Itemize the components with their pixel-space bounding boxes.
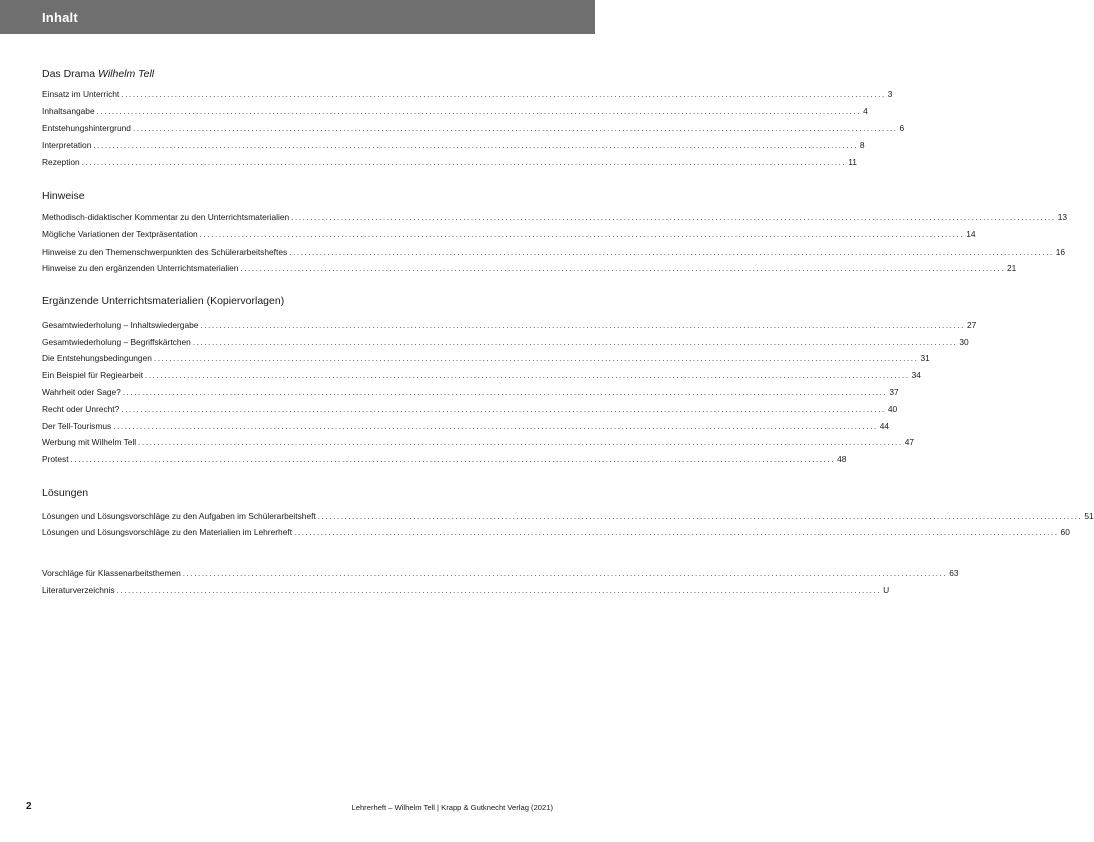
toc-entry-page: U (883, 585, 890, 595)
dot-leader: ........................................................................................................................................................................................................ (199, 230, 965, 239)
dot-leader: ........................................................................................................................................................................................................ (317, 512, 1083, 521)
toc-entry-page: 16 (1055, 247, 1066, 257)
toc-entry[interactable] (42, 156, 857, 168)
toc-entry-page: 3 (887, 89, 893, 99)
toc-entry-page: 51 (1084, 511, 1094, 521)
toc-entry-page: 11 (848, 157, 857, 167)
dot-leader: ........................................................................................................................................................................................................ (121, 405, 886, 414)
toc-entry-label: Werbung mit Wilhelm Tell (42, 437, 137, 447)
toc-entry-label: Hinweise zu den ergänzenden Unterrichtsmaterialien (42, 263, 239, 273)
toc-entry-page: 4 (863, 106, 868, 116)
toc-entry-label: Lösungen und Lösungsvorschläge zu den Aufgaben im Schülerarbeitsheft (42, 511, 316, 521)
header-bar (0, 0, 595, 34)
page-title: Inhalt (42, 10, 78, 25)
toc-entry-label: Inhaltsangabe (42, 106, 95, 116)
toc-entry[interactable] (42, 369, 921, 381)
toc-entry[interactable] (42, 211, 1068, 223)
toc-entry-label: Literaturverzeichnis (42, 585, 115, 595)
toc-entry[interactable] (42, 336, 969, 348)
toc-entry[interactable] (42, 453, 847, 465)
toc-entry-label: Rezeption (42, 157, 80, 167)
footer-reference: Lehrerheft – Wilhelm Tell | Krapp & Gutknecht Verlag (2021) (351, 803, 553, 812)
toc-entry-label: Recht oder Unrecht? (42, 404, 120, 414)
toc-entry[interactable] (42, 246, 1066, 258)
page-number: 2 (26, 801, 32, 812)
dot-leader: ........................................................................................................................................................................................................ (96, 107, 862, 116)
dot-leader: ........................................................................................................................................................................................................ (294, 528, 1059, 537)
toc-entry-label: Mögliche Variationen der Textpräsentation (42, 229, 198, 239)
toc-entry-page: 34 (911, 370, 921, 380)
toc-entry[interactable] (42, 526, 1070, 538)
dot-leader: ........................................................................................................................................................................................................ (200, 321, 965, 330)
toc-entry[interactable] (42, 436, 915, 448)
toc-entry-page: 6 (899, 123, 905, 133)
toc-entry[interactable] (42, 105, 868, 117)
dot-leader: ........................................................................................................................................................................................................ (192, 338, 958, 347)
dot-leader: ........................................................................................................................................................................................................ (145, 371, 910, 380)
toc-entry-page: 37 (889, 387, 899, 397)
toc-entry[interactable] (42, 420, 890, 432)
dot-leader: ........................................................................................................................................................................................................ (291, 213, 1056, 222)
toc-entry[interactable] (42, 403, 898, 415)
toc-entry[interactable] (42, 510, 1094, 522)
toc-entry-label: Methodisch-didaktischer Kommentar zu den Unterrichtsmaterialien (42, 212, 290, 222)
dot-leader: ........................................................................................................................................................................................................ (182, 569, 948, 578)
dot-leader: ........................................................................................................................................................................................................ (240, 264, 1005, 273)
toc-entry-page: 27 (966, 320, 977, 330)
section-title-loesungen: Lösungen (42, 487, 89, 499)
dot-leader: ........................................................................................................................................................................................................ (81, 158, 847, 167)
toc-entry-label: Vorschläge für Klassenarbeitsthemen (42, 568, 181, 578)
toc-entry-page: 60 (1060, 527, 1070, 537)
toc-entry-label: Gesamtwiederholung – Inhaltswiedergabe (42, 320, 199, 330)
toc-entry-page: 30 (959, 337, 969, 347)
toc-entry-label: Protest (42, 454, 69, 464)
toc-entry-page: 40 (887, 404, 898, 414)
toc-entry-page: 31 (920, 353, 930, 363)
toc-entry[interactable] (42, 262, 1017, 274)
toc-entry-page: 8 (859, 140, 865, 150)
section-title-materialien: Ergänzende Unterrichtsmaterialien (Kopiervorlagen) (42, 295, 285, 307)
dot-leader: ........................................................................................................................................................................................................ (138, 438, 903, 447)
toc-entry-label: Die Entstehungsbedingungen (42, 353, 152, 363)
toc-entry-page: 63 (949, 568, 959, 578)
dot-leader: ........................................................................................................................................................................................................ (93, 141, 858, 150)
toc-entry-label: Hinweise zu den Themenschwerpunkten des Schülerarbeitsheftes (42, 247, 288, 257)
toc-entry-page: 21 (1006, 263, 1017, 273)
dot-leader: ........................................................................................................................................................................................................ (116, 586, 882, 595)
toc-entry[interactable] (42, 567, 959, 579)
toc-entry[interactable] (42, 584, 890, 596)
toc-entry[interactable] (42, 319, 977, 331)
toc-entry-label: Wahrheit oder Sage? (42, 387, 121, 397)
toc-entry[interactable] (42, 122, 905, 134)
toc-entry-label: Der Tell-Tourismus (42, 421, 112, 431)
toc-entry-page: 47 (904, 437, 915, 447)
section-title-hinweise: Hinweise (42, 190, 85, 202)
section-title-drama: Das Drama Wilhelm Tell (42, 68, 155, 80)
toc-entry-page: 13 (1057, 212, 1068, 222)
toc-entry-label: Ein Beispiel für Regiearbeit (42, 370, 144, 380)
toc-entry-label: Gesamtwiederholung – Begriffskärtchen (42, 337, 191, 347)
toc-entry-label: Einsatz im Unterricht (42, 89, 120, 99)
dot-leader: ........................................................................................................................................................................................................ (289, 248, 1054, 257)
dot-leader: ........................................................................................................................................................................................................ (153, 354, 919, 363)
dot-leader: ........................................................................................................................................................................................................ (113, 422, 878, 431)
toc-entry-page: 14 (966, 229, 976, 239)
dot-leader: ........................................................................................................................................................................................................ (70, 455, 836, 464)
dot-leader: ........................................................................................................................................................................................................ (132, 124, 898, 133)
toc-entry-page: 44 (879, 421, 890, 431)
dot-leader: ........................................................................................................................................................................................................ (121, 90, 886, 99)
toc-entry[interactable] (42, 352, 930, 364)
toc-entry-label: Lösungen und Lösungsvorschläge zu den Materialien im Lehrerheft (42, 527, 293, 537)
toc-entry-page: 48 (837, 454, 847, 464)
dot-leader: ........................................................................................................................................................................................................ (122, 388, 888, 397)
toc-entry[interactable] (42, 139, 865, 151)
toc-entry-label: Entstehungshintergrund (42, 123, 131, 133)
toc-entry[interactable] (42, 228, 976, 240)
toc-entry[interactable] (42, 88, 893, 100)
toc-entry-label: Interpretation (42, 140, 92, 150)
toc-entry[interactable] (42, 386, 899, 398)
